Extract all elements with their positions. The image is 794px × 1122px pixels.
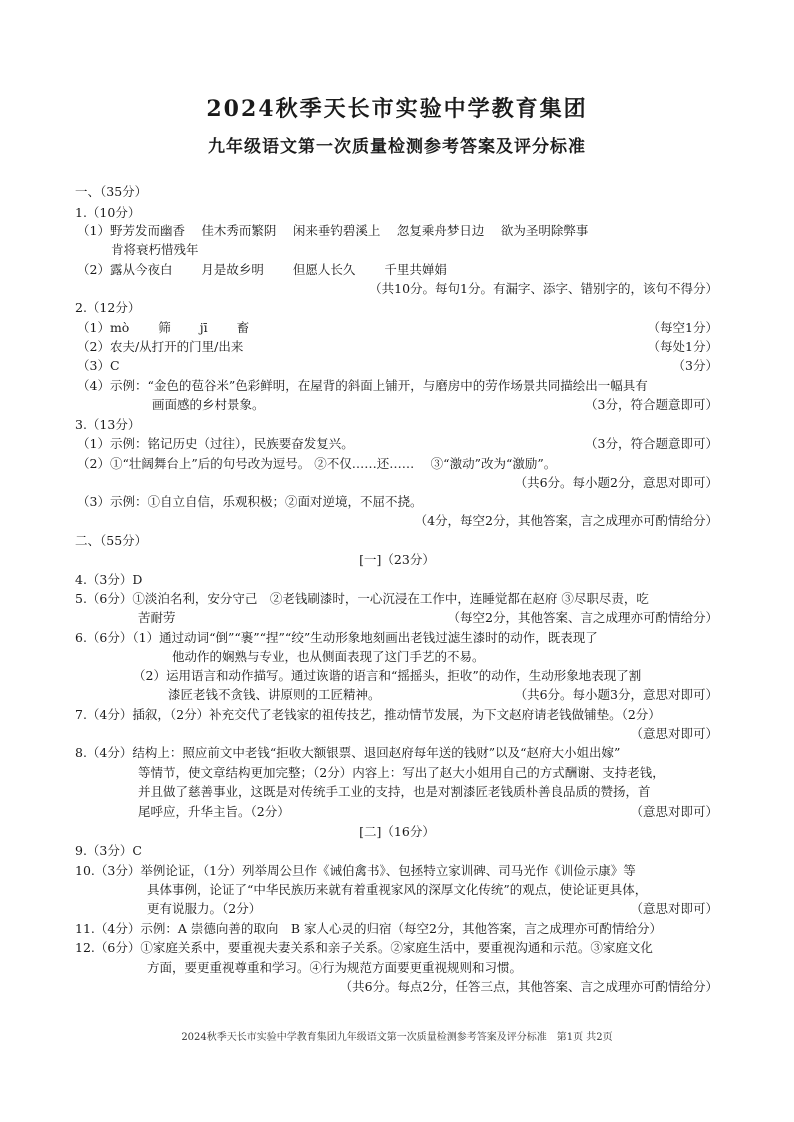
- scoring-note: （每空1分）: [647, 320, 718, 335]
- answer-line: （2）露从今夜白 月是故乡明 但愿人长久 千里共婵娟: [77, 262, 447, 277]
- answer-line: （3）C: [77, 358, 120, 373]
- answer-line: 具体事例，论证了“中华民族历来就有着重视家风的深厚文化传统”的观点，使论证更具体，: [147, 882, 648, 897]
- scoring-note: （每空2分，其他答案、言之成理亦可酌情给分）: [447, 610, 718, 625]
- answer-line: 10.（3分）举例论证，（1分）列举周公旦作《诫伯禽书》、包拯特立家训碑、司马光作《训俭示康》等: [75, 863, 636, 878]
- page-title: 2024秋季天长市实验中学教育集团: [206, 96, 588, 122]
- answer-line: 更有说服力。（2分）: [147, 901, 262, 916]
- answer-line: 8.（4分）结构上：照应前文中老钱“拒收大额银票、退回赵府每年送的钱财”以及“赵府大小姐出嫁”: [75, 745, 621, 760]
- answer-line: 5.（6分）①淡泊名利，安分守己 ②老钱刷漆时，一心沉浸在工作中，连睡觉都在赵府 ③尽职尽责，吃: [75, 591, 649, 606]
- section-heading: 一、（35分）: [75, 184, 148, 199]
- scoring-note: （意思对即可）: [630, 901, 718, 916]
- scoring-note: （共6分。每小题2分，意思对即可）: [514, 475, 718, 490]
- scoring-note: （4分，每空2分，其他答案，言之成理亦可酌情给分）: [414, 513, 718, 528]
- page-footer: 2024秋季天长市实验中学教育集团九年级语文第一次质量检测参考答案及评分标准 第1页 共2页: [181, 1032, 613, 1043]
- answer-line: 他动作的娴熟与专业，也从侧面表现了这门手艺的不易。: [172, 649, 485, 664]
- answer-line: 等情节，使文章结构更加完整；（2分）内容上：写出了赵大小姐用自己的方式酬谢、支持老钱，: [138, 765, 665, 780]
- answer-line: 9.（3分）C: [75, 843, 142, 858]
- question-heading: 3.（13分）: [75, 417, 141, 432]
- scoring-note: （每处1分）: [647, 339, 718, 354]
- answer-line: 6.（6分）（1）通过动词“倒”“裹”“捏”“绞”生动形象地刻画出老钱过滤生漆时的动作，既表现了: [75, 630, 598, 645]
- answer-line: 苦耐劳: [138, 610, 176, 625]
- answer-line: （1）野芳发而幽香 佳木秀而繁阴 闲来垂钓碧溪上 忽复乘舟梦日边 欲为圣明除弊事: [77, 223, 589, 238]
- answer-line: 4.（3分）D: [75, 572, 143, 587]
- answer-line: （2）①“壮阔舞台上”后的句号改为逗号。 ②不仅……还…… ③“激动”改为“激励”。: [77, 456, 557, 471]
- scoring-note: （3分，符合题意即可）: [585, 397, 718, 412]
- answer-line: 尾呼应，升华主旨。（2分）: [138, 804, 290, 819]
- answer-line: （1）mò 筛 jī 畜: [77, 320, 250, 335]
- question-heading: 2.（12分）: [75, 300, 141, 315]
- scoring-note: （共6分。每小题3分，意思对即可）: [514, 687, 718, 702]
- answer-line: 方面，要更重视尊重和学习。④行为规范方面要更重视规则和习惯。: [147, 960, 523, 975]
- answer-line: （2）运用语言和动作描写。通过诙谐的语言和“摇摇头，拒收”的动作，生动形象地表现了割: [133, 668, 642, 683]
- answer-line: （1）示例：铭记历史（过往），民族要奋发复兴。: [77, 436, 354, 451]
- section-heading: 二、（55分）: [75, 533, 148, 548]
- scoring-note: （共10分。每句1分。有漏字、添字、错别字的，该句不得分）: [369, 281, 718, 296]
- scoring-note: （3分，符合题意即可）: [585, 436, 718, 451]
- subsection-heading: [一]（23分）: [359, 552, 435, 567]
- answer-line: 7.（4分）插叙，（2分）补充交代了老钱家的祖传技艺，推动情节发展，为下文赵府请老钱做铺垫。（2分）: [75, 707, 661, 722]
- scoring-note: （意思对即可）: [630, 726, 718, 741]
- scoring-note: （意思对即可）: [630, 804, 718, 819]
- scoring-note: （共6分。每点2分，任答三点，其他答案、言之成理亦可酌情给分）: [339, 979, 718, 994]
- answer-line: 并且做了慈善事业，这既是对传统手工业的支持，也是对割漆匠老钱质朴善良品质的赞扬，首: [138, 784, 651, 799]
- scoring-note: （3分）: [672, 358, 718, 373]
- page-subtitle: 九年级语文第一次质量检测参考答案及评分标准: [208, 137, 586, 157]
- answer-line: 12.（6分）①家庭关系中，要重视夫妻关系和亲子关系。②家庭生活中，要重视沟通和示范。③家庭文化: [75, 940, 653, 955]
- answer-line: 画面感的乡村景象。: [152, 397, 265, 412]
- answer-line: （4）示例：“金色的苞谷米”色彩鲜明，在屋背的斜面上铺开，与磨房中的劳作场景共同描绘出一幅具有: [77, 378, 648, 393]
- answer-line: 肯将衰朽惜残年: [111, 242, 199, 257]
- answer-line: （3）示例：①自立自信，乐观积极；②面对逆境，不屈不挠。: [77, 494, 423, 509]
- subsection-heading: [二]（16分）: [359, 824, 435, 839]
- question-heading: 1.（10分）: [75, 205, 141, 220]
- answer-line: 11.（4分）示例：A 崇德向善的取向 B 家人心灵的归宿（每空2分，其他答案，言之成理亦可酌情给分）: [75, 921, 662, 936]
- answer-line: （2）农夫/从打开的门里/出来: [77, 339, 244, 354]
- answer-line: 漆匠老钱不贪钱、讲原则的工匠精神。: [168, 687, 381, 702]
